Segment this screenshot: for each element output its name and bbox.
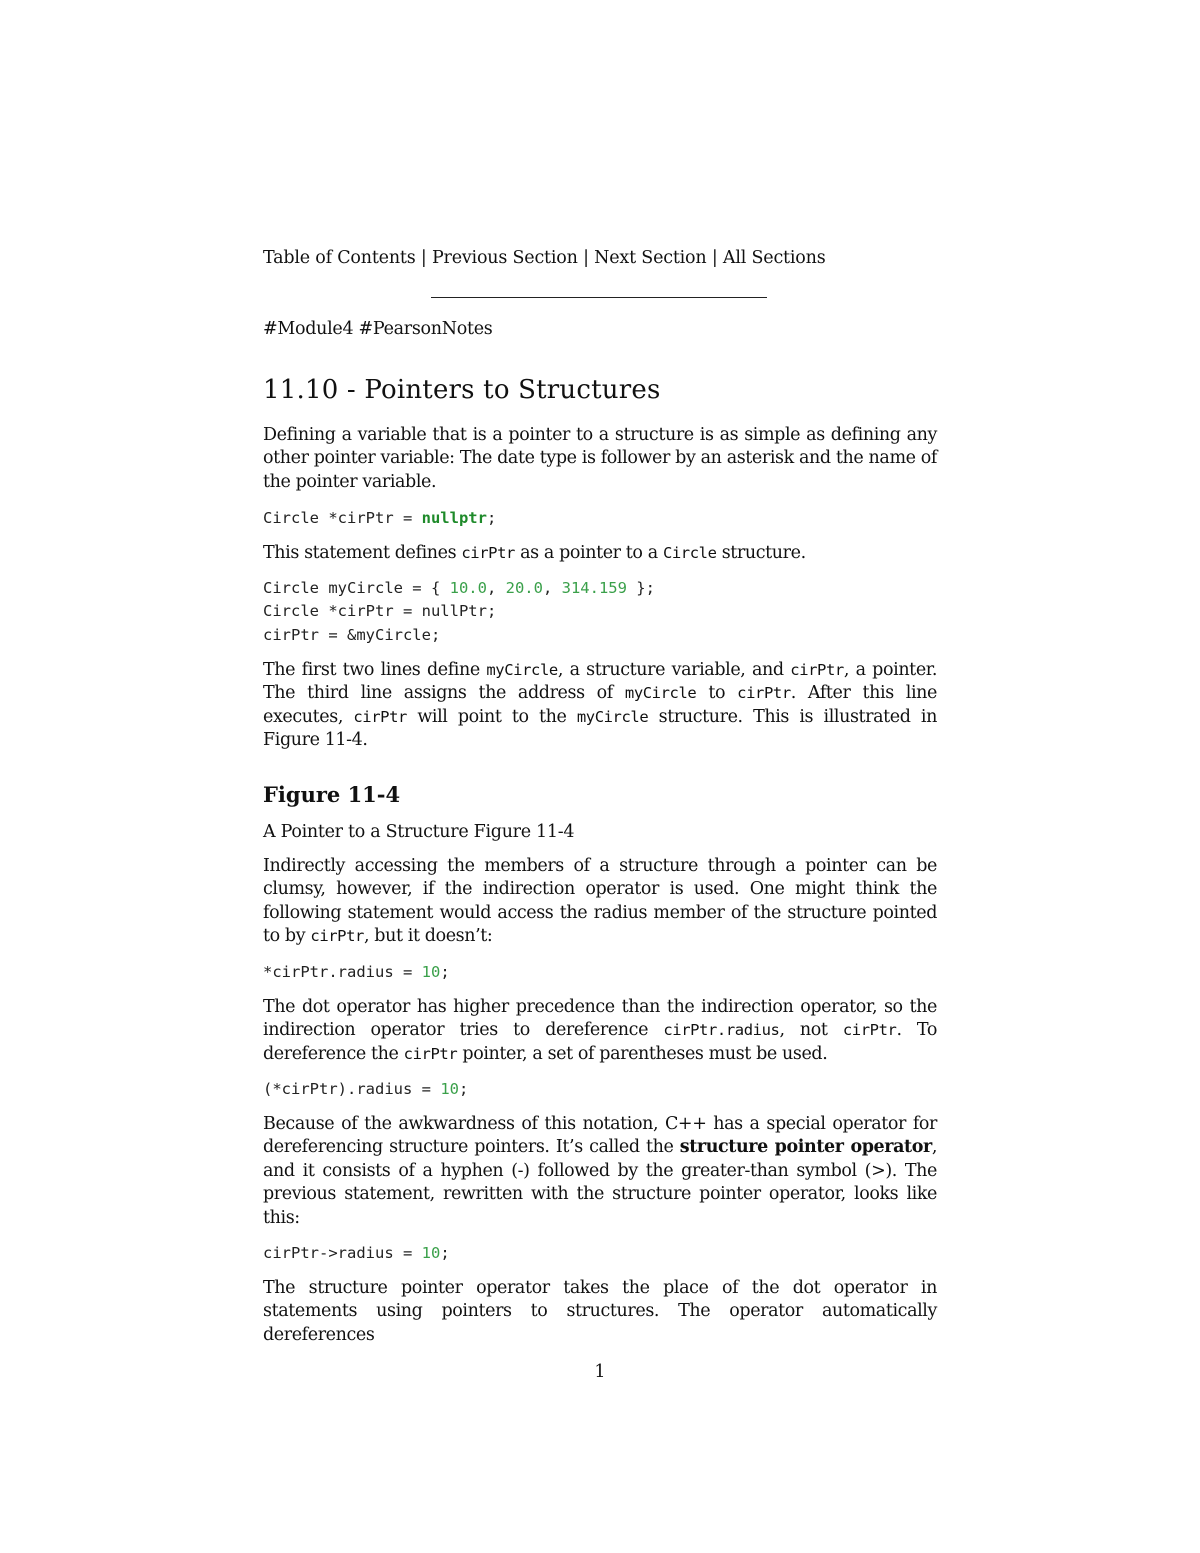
all-sections-link[interactable]: All Sections <box>722 248 826 268</box>
text-run: Indirectly accessing the members of a structure through a pointer can be clumsy, however, if the indirection operator is used. One might think the following statement would access the radius member of the structure pointed to by <box>263 856 937 947</box>
code-number: 20.0 <box>505 579 543 597</box>
code-block-arrow <box>263 1242 450 1265</box>
code-number: 10 <box>421 963 441 981</box>
code-text: ; <box>486 509 497 527</box>
inline-code: cirPtr <box>737 684 791 703</box>
code-text: ; <box>440 963 450 981</box>
nav-separator: | <box>583 248 589 268</box>
text-run: pointer, a set of parentheses must be used. <box>457 1043 828 1064</box>
text-run: Because of the awkwardness of this notation, C++ has a special operator for dereferencing structure pointers. It’s called the <box>263 1114 937 1158</box>
code-text: , <box>486 579 506 597</box>
page-number: 1 <box>594 1362 606 1382</box>
text-run: . To dereference the <box>263 1020 937 1064</box>
previous-section-link[interactable]: Previous Section <box>431 248 578 268</box>
text-run: The first two lines define <box>263 660 487 680</box>
code-text: , <box>542 579 562 597</box>
code-block-assignment <box>263 577 655 647</box>
code-text: ; <box>458 1080 469 1098</box>
paragraph-defines <box>263 542 937 565</box>
paragraph-explanation <box>263 659 937 753</box>
inline-code: cirPtr <box>461 544 515 562</box>
next-section-link[interactable]: Next Section <box>594 248 707 268</box>
inline-code: cirPtr <box>310 927 364 946</box>
code-number: 10 <box>421 1244 441 1262</box>
code-text: Circle myCircle = { <box>263 579 450 597</box>
text-run: . After this line executes, <box>263 683 937 727</box>
text-run: , a structure variable, and <box>557 660 791 680</box>
code-line <box>263 577 655 600</box>
paragraph-closing: The structure pointer operator takes the place of the dot operator in statements using pointers to structures. The operator automatically dereferences <box>263 1278 937 1345</box>
table-of-contents-link[interactable]: Table of Contents <box>263 248 416 268</box>
code-line: cirPtr = &myCircle; <box>263 625 441 644</box>
text-run: , but it doesn’t: <box>363 926 493 947</box>
text-run: The dot operator has higher precedence than the indirection operator, so the indirection operator tries to dereference <box>263 997 937 1041</box>
code-line: Circle *cirPtr = nullPtr; <box>263 602 497 621</box>
nav-separator: | <box>420 248 427 268</box>
code-text: *cirPtr.radius = <box>263 963 422 981</box>
tags-line: #Module4 #PearsonNotes <box>263 319 493 339</box>
code-block-declaration <box>263 507 496 530</box>
inline-code: Circle <box>662 544 717 562</box>
text-run: structure. <box>716 543 806 563</box>
nav-separator: | <box>711 248 718 268</box>
document-page <box>263 240 937 1345</box>
code-number: 10.0 <box>449 579 487 597</box>
inline-code: myCircle <box>576 707 649 726</box>
text-run: to <box>696 683 738 704</box>
code-text: (*cirPtr).radius = <box>263 1080 441 1098</box>
code-keyword: nullptr <box>421 509 487 527</box>
text-run: , not <box>779 1020 843 1041</box>
paragraph-precedence <box>263 996 937 1066</box>
text-run: as a pointer to a <box>514 543 663 563</box>
inline-code: myCircle <box>486 661 558 679</box>
section-title: 11.10 - Pointers to Structures <box>263 375 661 405</box>
text-run: structure. This is illustrated in Figure 11-4. <box>263 706 937 751</box>
inline-code: cirPtr <box>403 1044 458 1063</box>
code-text: Circle *cirPtr = <box>263 509 422 527</box>
figure-caption: A Pointer to a Structure Figure 11-4 <box>263 822 575 842</box>
text-run: , and it consists of a hyphen (-) followed by the greater-than symbol (>). The previous statement, rewritten with the structure pointer operator, looks like this: <box>263 1137 937 1228</box>
text-run: will point to the <box>406 706 577 727</box>
code-number: 314.159 <box>561 579 627 597</box>
paragraph-indirect-access <box>263 855 937 949</box>
inline-code: cirPtr.radius <box>663 1021 780 1040</box>
code-text: }; <box>626 579 655 597</box>
code-number: 10 <box>440 1080 459 1098</box>
paragraph-intro: Defining a variable that is a pointer to a structure is as simple as defining any other pointer variable: The date type is follower by an asterisk and the name of the pointer variable. <box>263 425 937 492</box>
inline-code: cirPtr <box>353 707 407 726</box>
inline-code: cirPtr <box>842 1021 897 1040</box>
text-run: This statement defines <box>263 543 462 563</box>
code-block-wrong <box>263 961 450 984</box>
inline-code: myCircle <box>624 684 697 703</box>
section-navigation <box>263 240 937 276</box>
bold-term: structure pointer operator <box>679 1137 932 1158</box>
code-block-parentheses <box>263 1078 468 1101</box>
paragraph-arrow-operator <box>263 1113 937 1230</box>
horizontal-rule <box>431 297 767 298</box>
figure-heading: Figure 11-4 <box>263 782 401 807</box>
code-text: ; <box>440 1244 450 1262</box>
code-text: cirPtr->radius = <box>263 1244 422 1262</box>
inline-code: cirPtr <box>790 661 844 679</box>
text-run: , a pointer. The third line assigns the address of <box>263 660 937 704</box>
